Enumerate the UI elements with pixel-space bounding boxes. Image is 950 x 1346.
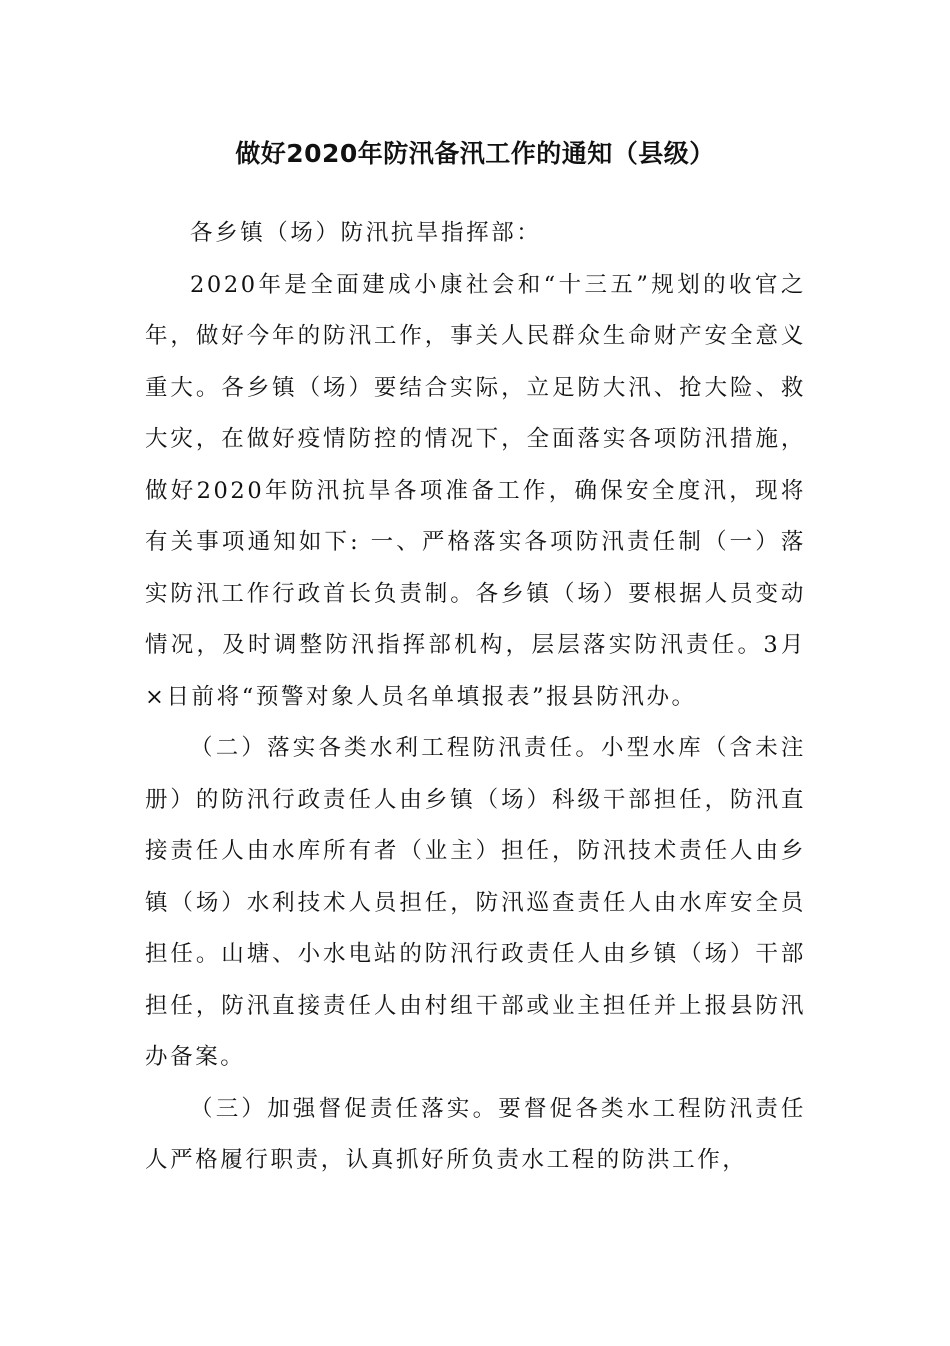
paragraph: 2020年是全面建成小康社会和“十三五”规划的收官之年，做好今年的防汛工作，事关人民群众生命财产安全意义重大。各乡镇（场）要结合实际，立足防大汛、抢大险、救大灾，在做好疫情防控的情况下，全面落实各项防汛措施，做好2020年防汛抗旱各项准备工作，确保安全度汛，现将有关事项通知如下: 一、严格落实各项防汛责任制（一）落实防汛工作行政首长负责制。各乡镇（场）要根据人员变动情况，及时调整防汛指挥部机构，层层落实防汛责任。3月×日前将“预警对象人员名单填报表”报县防汛办。: [145, 271, 806, 710]
paragraph: （三）加强督促责任落实。要督促各类水工程防汛责任人严格履行职责，认真抓好所负责水工程的防洪工作，: [145, 1095, 806, 1173]
document-title: 做好2020年防汛备汛工作的通知（县级）: [235, 139, 715, 168]
paragraph: （二）落实各类水利工程防汛责任。小型水库（含未注册）的防汛行政责任人由乡镇（场）科级干部担任，防汛直接责任人由水库所有者（业主）担任，防汛技术责任人由乡镇（场）水利技术人员担任，防汛巡查责任人由水库安全员担任。山塘、小水电站的防汛行政责任人由乡镇（场）干部担任，防汛直接责任人由村组干部或业主担任并上报县防汛办备案。: [145, 735, 806, 1070]
salutation: 各乡镇（场）防汛抗旱指挥部：: [190, 220, 542, 246]
document-body: [145, 208, 806, 1187]
